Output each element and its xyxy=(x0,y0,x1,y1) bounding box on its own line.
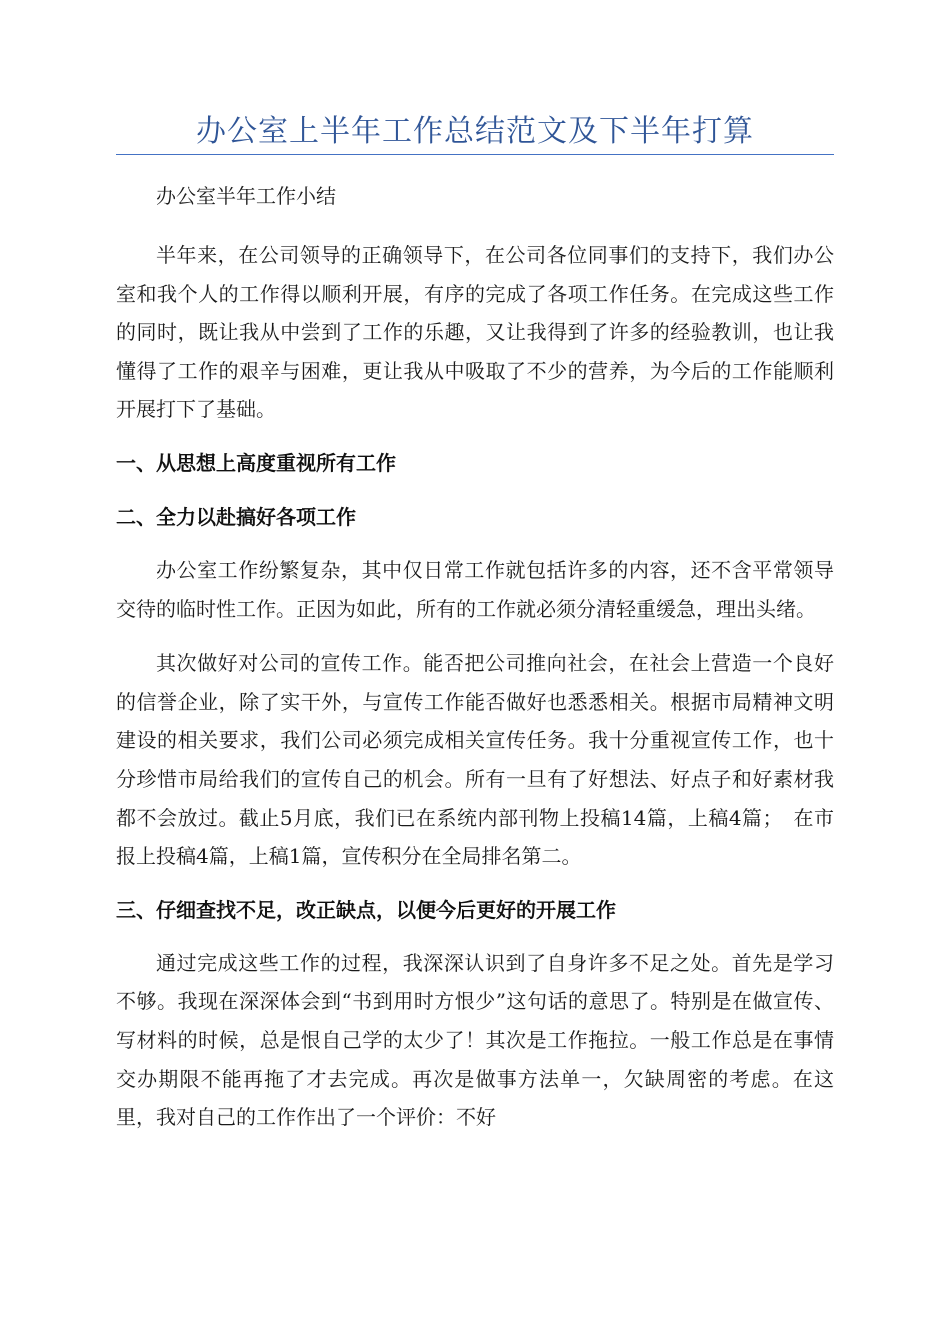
section-heading-2: 二、全力以赴搞好各项工作 xyxy=(116,504,356,529)
document-subtitle: 办公室半年工作小结 xyxy=(156,184,336,208)
spacer xyxy=(116,628,834,644)
document-body xyxy=(116,176,834,1137)
spacer xyxy=(116,537,834,551)
section-heading-1: 一、从思想上高度重视所有工作 xyxy=(116,450,396,475)
spacer xyxy=(116,876,834,890)
section3-paragraph-1: 通过完成这些工作的过程，我深深认识到了自身许多不足之处。首先是学习不够。我现在深深体会到“书到用时方恨少”这句话的意思了。特别是在做宣传、写材料的时候，总是恨自己学的太少了！其次是工作拖拉。一般工作总是在事情交办期限不能再拖了才去完成。再次是做事方法单一，欠缺周密的考虑。在这里，我对自己的工作作出了一个评价：不好 xyxy=(116,950,834,1130)
spacer xyxy=(116,483,834,497)
section2-paragraph-1: 办公室工作纷繁复杂，其中仅日常工作就包括许多的内容，还不含平常领导交待的临时性工作。正因为如此，所有的工作就必须分清轻重缓急，理出头绪。 xyxy=(116,557,834,621)
title-underline xyxy=(116,154,834,155)
section-heading-3: 三、仔细查找不足，改正缺点，以便今后更好的开展工作 xyxy=(116,897,616,922)
document-title: 办公室上半年工作总结范文及下半年打算 xyxy=(196,114,754,149)
spacer xyxy=(116,930,834,944)
intro-paragraph: 半年来，在公司领导的正确领导下，在公司各位同事们的支持下，我们办公室和我个人的工作得以顺利开展，有序的完成了各项工作任务。在完成这些工作的同时，既让我从中尝到了工作的乐趣，又让我得到了许多的经验教训，也让我懂得了工作的艰辛与困难，更让我从中吸取了不少的营养，为今后的工作能顺利开展打下了基础。 xyxy=(116,243,834,422)
spacer xyxy=(116,429,834,443)
section2-paragraph-2: 其次做好对公司的宣传工作。能否把公司推向社会，在社会上营造一个良好的信誉企业，除了实干外，与宣传工作能否做好也悉悉相关。根据市局精神文明建设的相关要求，我们公司必须完成相关宣传任务。我十分重视宣传工作，也十分珍惜市局给我们的宣传自己的机会。所有一旦有了好想法、好点子和好素材我都不会放过。截止5月底，我们已在系统内部刊物上投稿14篇，上稿4篇； 在市报上投稿4篇，上稿1篇，宣传积分在全局排名第二。 xyxy=(116,651,834,869)
